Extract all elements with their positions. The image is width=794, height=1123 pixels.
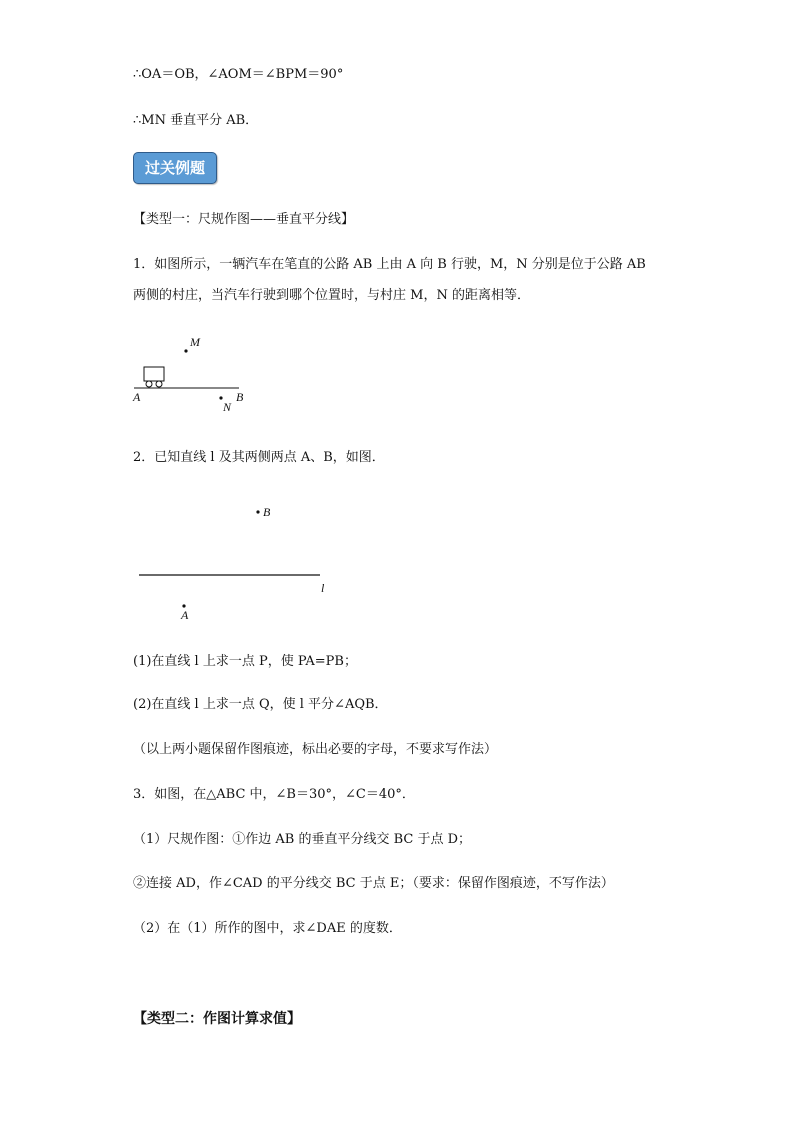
q1-line-2: 两侧的村庄，当汽车行驶到哪个位置时，与村庄 M，N 的距离相等．: [133, 288, 530, 303]
car-wheel-right: [156, 381, 162, 387]
q3-line-3: ②连接 AD，作∠CAD 的平分线交 BC 于点 E；（要求：保留作图痕迹，不写作法）: [133, 876, 614, 891]
proof-line-1: ∴OA＝OB，∠AOM＝∠BPM＝90°: [133, 67, 344, 82]
label-b: B: [263, 505, 271, 519]
type1-heading: 【类型一：尺规作图——垂直平分线】: [133, 212, 355, 227]
label-b: B: [236, 390, 244, 404]
label-l: l: [321, 581, 325, 595]
car-wheel-left: [146, 381, 152, 387]
point-m: [184, 349, 187, 352]
proof-line-2: ∴MN 垂直平分 AB．: [133, 113, 259, 128]
point-b: [256, 510, 259, 513]
label-n: N: [223, 400, 232, 414]
q3-line-4: （2）在（1）所作的图中，求∠DAE 的度数．: [133, 921, 402, 936]
q1-figure: [128, 330, 268, 420]
section-badge: 过关例题: [133, 152, 217, 184]
q2-sub-1: (1)在直线 l 上求一点 P，使 PA=PB；: [133, 654, 357, 669]
q1-line-1: 1．如图所示，一辆汽车在笔直的公路 AB 上由 A 向 B 行驶，M，N 分别是位于公路 AB: [133, 257, 646, 272]
q2-note: （以上两小题保留作图痕迹，标出必要的字母，不要求写作法）: [133, 742, 498, 757]
q2-figure: [130, 495, 340, 625]
type2-heading: 【类型二：作图计算求值】: [133, 1011, 301, 1027]
q3-line-1: 3．如图，在△ABC 中，∠B＝30°，∠C＝40°．: [133, 787, 415, 802]
label-a: A: [133, 390, 141, 404]
car-body: [144, 367, 164, 381]
label-m: M: [190, 335, 200, 349]
q2-line-1: 2．已知直线 l 及其两侧两点 A、B，如图．: [133, 450, 385, 465]
q2-sub-2: (2)在直线 l 上求一点 Q，使 l 平分∠AQB．: [133, 697, 388, 712]
q3-line-2: （1）尺规作图：①作边 AB 的垂直平分线交 BC 于点 D；: [133, 832, 472, 847]
label-a: A: [181, 608, 189, 622]
